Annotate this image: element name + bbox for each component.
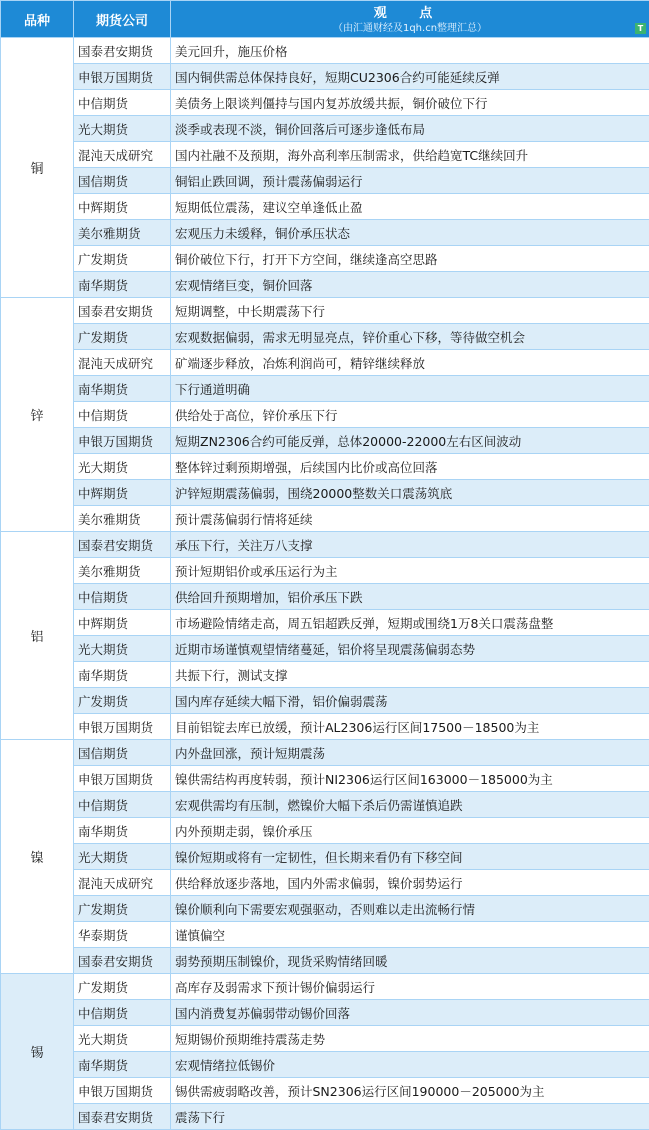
company-cell: 国泰君安期货 bbox=[74, 532, 171, 558]
view-cell: 矿端逐步释放，冶炼利润尚可，精锌继续释放 bbox=[171, 350, 649, 376]
format-tag-icon[interactable]: T bbox=[635, 23, 646, 34]
header-view-subtitle: （由汇通财经及1qh.cn整理汇总） bbox=[332, 22, 488, 34]
view-cell: 承压下行，关注万八支撑 bbox=[171, 532, 649, 558]
view-cell: 国内消费复苏偏弱带动锡价回落 bbox=[171, 1000, 649, 1026]
header-company: 期货公司 bbox=[74, 1, 171, 38]
view-cell: 弱势预期压制镍价，现货采购情绪回暖 bbox=[171, 948, 649, 974]
table-row bbox=[1, 298, 649, 324]
table-row bbox=[1, 974, 649, 1000]
view-cell: 宏观压力未缓释，铜价承压状态 bbox=[171, 220, 649, 246]
view-cell: 短期ZN2306合约可能反弹，总体20000-22000左右区间波动 bbox=[171, 428, 649, 454]
category-cell: 铜 bbox=[1, 38, 74, 298]
company-cell: 南华期货 bbox=[74, 376, 171, 402]
view-cell: 共振下行，测试支撑 bbox=[171, 662, 649, 688]
table-row bbox=[1, 610, 649, 636]
view-cell: 宏观情绪拉低锡价 bbox=[171, 1052, 649, 1078]
table-row bbox=[1, 584, 649, 610]
view-cell: 国内库存延续大幅下滑，铝价偏弱震荡 bbox=[171, 688, 649, 714]
table-row bbox=[1, 324, 649, 350]
table-row bbox=[1, 636, 649, 662]
view-cell: 内外盘回涨，预计短期震荡 bbox=[171, 740, 649, 766]
category-cell: 锌 bbox=[1, 298, 74, 532]
category-cell: 铝 bbox=[1, 532, 74, 740]
view-cell: 短期锡价预期维持震荡走势 bbox=[171, 1026, 649, 1052]
company-cell: 国信期货 bbox=[74, 740, 171, 766]
view-cell: 美元回升，施压价格 bbox=[171, 38, 649, 64]
company-cell: 光大期货 bbox=[74, 454, 171, 480]
company-cell: 广发期货 bbox=[74, 688, 171, 714]
company-cell: 广发期货 bbox=[74, 324, 171, 350]
table-row bbox=[1, 194, 649, 220]
company-cell: 混沌天成研究 bbox=[74, 142, 171, 168]
table-row bbox=[1, 376, 649, 402]
table-row bbox=[1, 766, 649, 792]
view-cell: 美债务上限谈判僵持与国内复苏放缓共振，铜价破位下行 bbox=[171, 90, 649, 116]
company-cell: 光大期货 bbox=[74, 116, 171, 142]
company-cell: 中信期货 bbox=[74, 584, 171, 610]
table-row bbox=[1, 1000, 649, 1026]
company-cell: 中辉期货 bbox=[74, 610, 171, 636]
company-cell: 混沌天成研究 bbox=[74, 350, 171, 376]
company-cell: 申银万国期货 bbox=[74, 64, 171, 90]
company-cell: 广发期货 bbox=[74, 974, 171, 1000]
table-row bbox=[1, 948, 649, 974]
company-cell: 中辉期货 bbox=[74, 194, 171, 220]
view-cell: 宏观数据偏弱，需求无明显亮点，锌价重心下移，等待做空机会 bbox=[171, 324, 649, 350]
company-cell: 南华期货 bbox=[74, 272, 171, 298]
table-row bbox=[1, 90, 649, 116]
view-cell: 宏观情绪巨变，铜价回落 bbox=[171, 272, 649, 298]
company-cell: 光大期货 bbox=[74, 1026, 171, 1052]
view-cell: 高库存及弱需求下预计锡价偏弱运行 bbox=[171, 974, 649, 1000]
company-cell: 申银万国期货 bbox=[74, 1078, 171, 1104]
company-cell: 申银万国期货 bbox=[74, 766, 171, 792]
view-cell: 供给回升预期增加，铝价承压下跌 bbox=[171, 584, 649, 610]
table-row bbox=[1, 844, 649, 870]
view-cell: 镍价短期或将有一定韧性，但长期来看仍有下移空间 bbox=[171, 844, 649, 870]
view-cell: 短期调整，中长期震荡下行 bbox=[171, 298, 649, 324]
company-cell: 中信期货 bbox=[74, 1000, 171, 1026]
view-cell: 沪锌短期震荡偏弱，围绕20000整数关口震荡筑底 bbox=[171, 480, 649, 506]
view-cell: 镍价顺利向下需要宏观强驱动，否则难以走出流畅行情 bbox=[171, 896, 649, 922]
company-cell: 国泰君安期货 bbox=[74, 298, 171, 324]
view-cell: 预计短期铝价或承压运行为主 bbox=[171, 558, 649, 584]
company-cell: 光大期货 bbox=[74, 844, 171, 870]
view-cell: 锡供需疲弱略改善，预计SN2306运行区间190000－205000为主 bbox=[171, 1078, 649, 1104]
company-cell: 光大期货 bbox=[74, 636, 171, 662]
table-row bbox=[1, 454, 649, 480]
table-row bbox=[1, 38, 649, 64]
company-cell: 美尔雅期货 bbox=[74, 558, 171, 584]
view-cell: 目前铝锭去库已放缓，预计AL2306运行区间17500－18500为主 bbox=[171, 714, 649, 740]
view-cell: 谨慎偏空 bbox=[171, 922, 649, 948]
table-row bbox=[1, 792, 649, 818]
company-cell: 国泰君安期货 bbox=[74, 38, 171, 64]
table-row bbox=[1, 662, 649, 688]
view-cell: 供给处于高位，锌价承压下行 bbox=[171, 402, 649, 428]
table-row bbox=[1, 1052, 649, 1078]
company-cell: 华泰期货 bbox=[74, 922, 171, 948]
table-row bbox=[1, 142, 649, 168]
table-row bbox=[1, 220, 649, 246]
view-cell: 供给释放逐步落地，国内外需求偏弱，镍价弱势运行 bbox=[171, 870, 649, 896]
header-row bbox=[1, 1, 649, 38]
table-row bbox=[1, 558, 649, 584]
company-cell: 国信期货 bbox=[74, 168, 171, 194]
company-cell: 南华期货 bbox=[74, 818, 171, 844]
category-cell: 镍 bbox=[1, 740, 74, 974]
table-row bbox=[1, 428, 649, 454]
table-row bbox=[1, 350, 649, 376]
view-cell: 内外预期走弱，镍价承压 bbox=[171, 818, 649, 844]
header-view-title: 观 点 bbox=[373, 5, 447, 21]
table-row bbox=[1, 922, 649, 948]
header-category: 品种 bbox=[1, 1, 74, 38]
company-cell: 中信期货 bbox=[74, 402, 171, 428]
view-cell: 预计震荡偏弱行情将延续 bbox=[171, 506, 649, 532]
table-row bbox=[1, 688, 649, 714]
view-cell: 市场避险情绪走高，周五铝超跌反弹，短期或围绕1万8关口震荡盘整 bbox=[171, 610, 649, 636]
table-row bbox=[1, 116, 649, 142]
view-cell: 国内社融不及预期，海外高利率压制需求，供给趋宽TC继续回升 bbox=[171, 142, 649, 168]
table-row bbox=[1, 870, 649, 896]
view-cell: 镍供需结构再度转弱，预计NI2306运行区间163000－185000为主 bbox=[171, 766, 649, 792]
table-row bbox=[1, 64, 649, 90]
company-cell: 南华期货 bbox=[74, 662, 171, 688]
view-cell: 铜铝止跌回调，预计震荡偏弱运行 bbox=[171, 168, 649, 194]
view-cell: 宏观供需均有压制，燃镍价大幅下杀后仍需谨慎追跌 bbox=[171, 792, 649, 818]
view-cell: 淡季或表现不淡，铜价回落后可逐步逢低布局 bbox=[171, 116, 649, 142]
table-row bbox=[1, 480, 649, 506]
table-row bbox=[1, 272, 649, 298]
company-cell: 混沌天成研究 bbox=[74, 870, 171, 896]
table-row bbox=[1, 532, 649, 558]
table-row bbox=[1, 1104, 649, 1130]
company-cell: 广发期货 bbox=[74, 896, 171, 922]
company-cell: 中辉期货 bbox=[74, 480, 171, 506]
table-row bbox=[1, 402, 649, 428]
header-view bbox=[171, 1, 649, 38]
view-cell: 国内铜供需总体保持良好，短期CU2306合约可能延续反弹 bbox=[171, 64, 649, 90]
view-cell: 短期低位震荡，建议空单逢低止盈 bbox=[171, 194, 649, 220]
company-cell: 申银万国期货 bbox=[74, 714, 171, 740]
company-cell: 南华期货 bbox=[74, 1052, 171, 1078]
view-cell: 近期市场谨慎观望情绪蔓延，铝价将呈现震荡偏弱态势 bbox=[171, 636, 649, 662]
table-row bbox=[1, 818, 649, 844]
company-cell: 申银万国期货 bbox=[74, 428, 171, 454]
company-cell: 国泰君安期货 bbox=[74, 1104, 171, 1130]
company-cell: 国泰君安期货 bbox=[74, 948, 171, 974]
company-cell: 广发期货 bbox=[74, 246, 171, 272]
view-cell: 整体锌过剩预期增强，后续国内比价或高位回落 bbox=[171, 454, 649, 480]
view-cell: 震荡下行 bbox=[171, 1104, 649, 1130]
company-cell: 中信期货 bbox=[74, 792, 171, 818]
table-row bbox=[1, 1078, 649, 1104]
table-row bbox=[1, 506, 649, 532]
view-cell: 铜价破位下行，打开下方空间，继续逢高空思路 bbox=[171, 246, 649, 272]
table-row bbox=[1, 896, 649, 922]
view-cell: 下行通道明确 bbox=[171, 376, 649, 402]
category-cell: 锡 bbox=[1, 974, 74, 1130]
company-cell: 美尔雅期货 bbox=[74, 220, 171, 246]
company-cell: 中信期货 bbox=[74, 90, 171, 116]
table-row bbox=[1, 168, 649, 194]
table-row bbox=[1, 246, 649, 272]
table-row bbox=[1, 1026, 649, 1052]
company-cell: 美尔雅期货 bbox=[74, 506, 171, 532]
table-row bbox=[1, 714, 649, 740]
table-row bbox=[1, 740, 649, 766]
